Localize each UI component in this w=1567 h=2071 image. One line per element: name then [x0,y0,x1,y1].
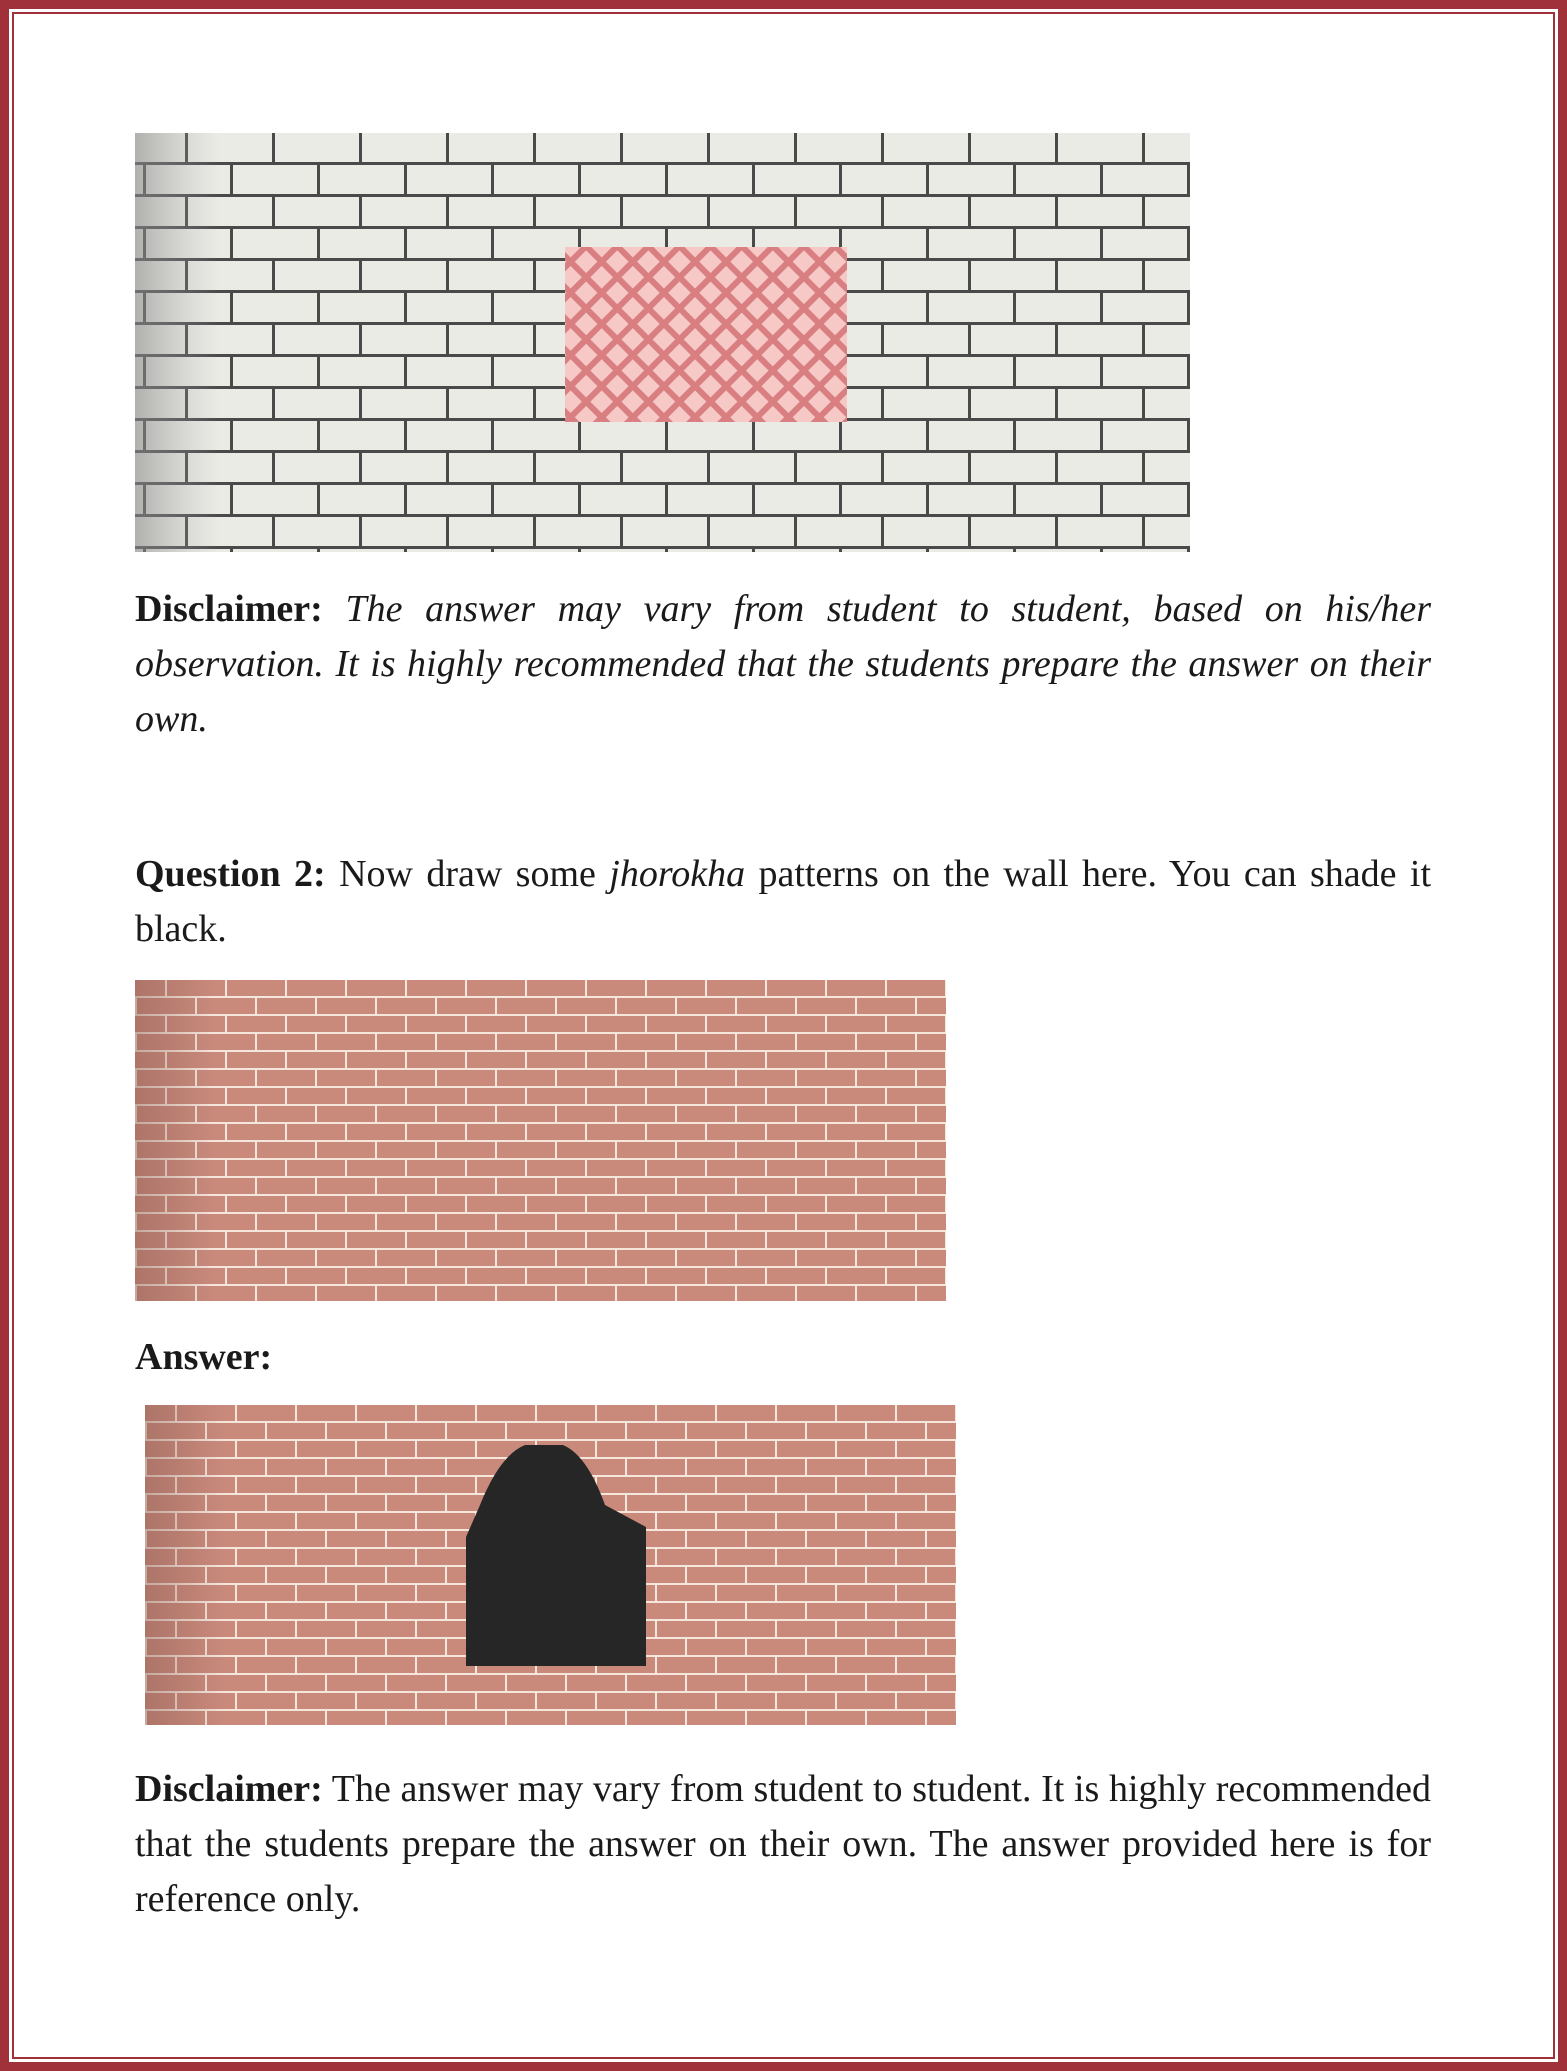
disclaimer-2-label: Disclaimer: [135,1768,323,1810]
white-brick-wall-with-lattice-image [135,133,1190,552]
answer-label: Answer: [135,1336,273,1378]
answer-brick-wall-image [145,1405,956,1725]
question-2-text-before: Now draw some [339,853,596,895]
lattice-jhorokha [565,247,847,422]
disclaimer-2 [135,1762,1431,1927]
disclaimer-2-text: The answer may vary from student to student. It is highly recommended that the students prepare the answer on their own. The answer provided here is for reference only. [135,1768,1431,1920]
question-2 [135,847,1431,957]
question-2-emphasis: jhorokha [609,853,746,895]
red-brick-wall-image [135,980,946,1301]
disclaimer-1 [135,582,1431,747]
answer-heading [135,1330,1431,1385]
disclaimer-1-label: Disclaimer: [135,588,323,630]
question-2-text-after: patterns on the wall here. You can shade it black. [135,853,1432,950]
question-2-label: Question 2: [135,853,326,895]
disclaimer-1-text: The answer may vary from student to student, based on his/her observation. It is highly recommended that the students prepare the answer on their own. [135,588,1431,740]
